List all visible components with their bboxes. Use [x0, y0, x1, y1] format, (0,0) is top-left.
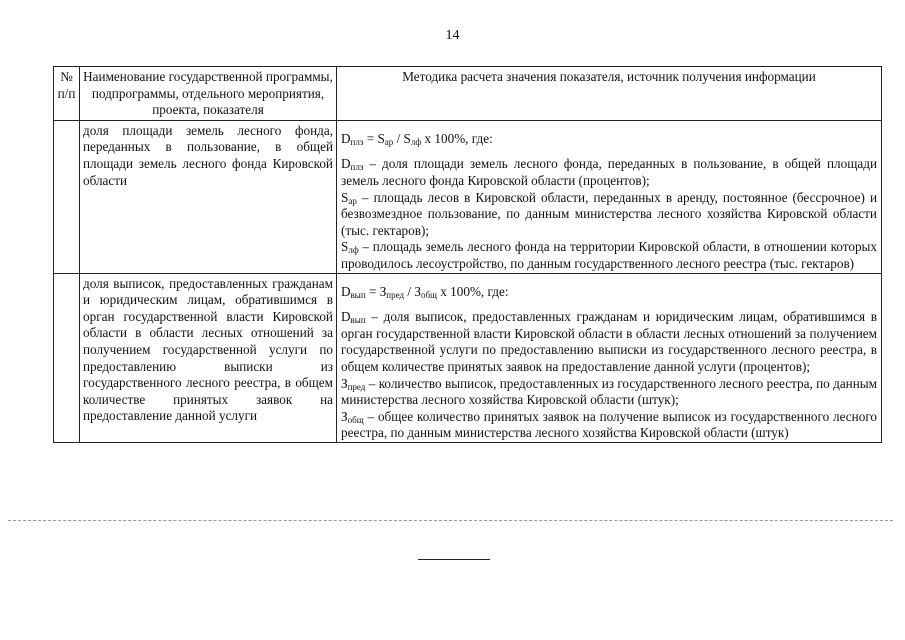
definition: $D_{вып}$ – доля выписок, предоставленных гражданам и юридическим лицам, обратившимся в орган государственной власти Кировской области в области лесных отношений за получением государственной услуги по предоставлению выписки из государственного лесного реестра, в общем количестве принятых заявок на предоставление данной услуги (процентов);: [341, 309, 877, 374]
formula: $D_{вып} = З_{пред} / З_{общ}$ x 100%, где:: [341, 283, 509, 300]
header-number-column: № п/п: [54, 67, 80, 121]
row-number-cell: [54, 120, 80, 273]
indicator-table: [53, 66, 882, 443]
table-row: [54, 120, 882, 273]
row-number-cell: [54, 273, 80, 442]
indicator-name: доля площади земель лесного фонда, переданных в пользование, в общей площади земель лесного фонда Кировской области: [80, 120, 337, 273]
page-number: 14: [445, 28, 460, 43]
definition: $З_{общ}$ – общее количество принятых заявок на получение выписок из государственного лесного реестра, по данным министерства лесного хозяйства Кировской области (штук): [341, 408, 877, 441]
header-name-column: Наименование государственной программы, подпрограммы, отдельного мероприятия, проекта, показателя: [80, 67, 337, 121]
definition: $З_{пред}$ – количество выписок, предоставленных из государственного лесного реестра, по данным министерства лесного хозяйства Кировской области (штук);: [341, 375, 877, 408]
definition: $S_{лф}$ – площадь земель лесного фонда на территории Кировской области, в отношении которых проводилось лесоустройство, по данным государственного лесного реестра (тыс. гектаров): [341, 239, 877, 271]
header-method-column: Методика расчета значения показателя, источник получения информации: [337, 67, 882, 121]
indicator-name: доля выписок, предоставленных гражданам и юридическим лицам, обратившимся в орган государственной власти Кировской области в области лесных отношений за получением государственной услуги по предоставлению выписки из государственного лесного реестра, в общем количестве принятых заявок на предоставление данной услуги: [80, 273, 337, 442]
indicator-method: [337, 273, 882, 442]
definition: $D_{плз}$ – доля площади земель лесного фонда, переданных в пользование, в общей площади земель лесного фонда Кировской области (процентов);: [341, 156, 877, 188]
formula: $D_{плз} = S_{ар} / S_{лф}$ x 100%, где:: [341, 130, 493, 147]
page-break-line: [8, 520, 893, 521]
table-header-row: [54, 67, 882, 121]
definition: $S_{ар}$ – площадь лесов в Кировской области, переданных в аренду, постоянное (бессрочное) и безвозмездное пользование, по данным министерства лесного хозяйства Кировской области (тыс. гектаров);: [341, 189, 877, 238]
footer-rule: [418, 559, 490, 560]
indicator-method: [337, 120, 882, 273]
table-row: [54, 273, 882, 442]
